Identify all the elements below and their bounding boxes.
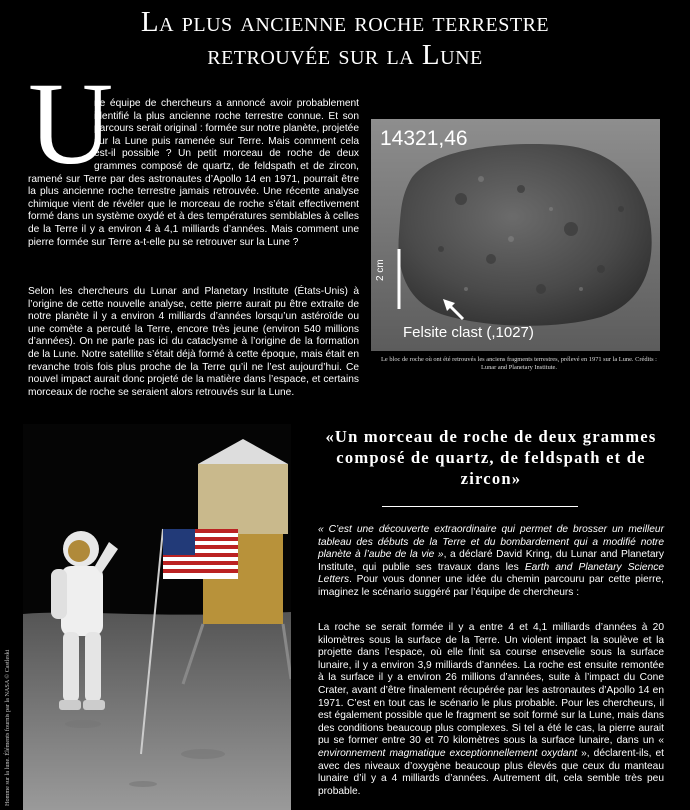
scenario-text-b: », déclarent-ils, et avec des niveaux d’oxygène beaucoup plus élevés que ceux du manteau lunaire d’il y a 4 milliards d’années. Autrement dit, cela semble très peu probable. — [318, 747, 664, 797]
rock-caption: Le bloc de roche où ont été retrouvés les anciens fragments terrestres, prélevé en 1971 sur la Lune. Crédits : Lunar and Planetary Institute. — [381, 356, 657, 371]
astronaut-illustration — [23, 424, 291, 810]
sample-id: 14321,46 — [380, 127, 468, 150]
us-flag — [163, 529, 238, 579]
title-line-2: retrouvée sur la Lune — [207, 39, 483, 71]
kring-quote: « C’est une découverte extraordinaire qui permet de brosser un meilleur tableau des débuts de la Terre et du bombardement qui a modifié notre planète à l’aube de la vie » — [318, 524, 664, 561]
rock-shape — [398, 144, 651, 326]
title-line-1: La plus ancienne roche terrestre — [140, 6, 550, 38]
intro-paragraph — [28, 98, 359, 249]
quote-end: . Pour vous donner une idée du chemin parcouru par cette pierre, imaginez le scénario suggéré par l’équipe de chercheurs : — [318, 574, 664, 598]
scenario-text-a: La roche se serait formée il y a entre 4 et 4,1 milliards d’années à 20 kilomètres sous la surface de la Terre. Un violent impact la soulève et la projette dans l’espace, où elle finit sa course ensevelie sous la surface lunaire, il y a environ 3,9 milliards d’années. La roche est ensuite remontée à la surface il y a environ 26 millions d’années, suite à l’impact du Cone Crater, avant d’être finalement récupérée par les astronautes d’Apollo 14 en 1971. C’est en tout cas le scénario le plus probable. Pour les chercheurs, il est également possible que le fragment se soit formé sur la Lune, mais dans des conditions beaucoup plus complexes. Si tel a été le cas, la pierre aurait pu se former entre 30 et 70 kilomètres sous la surface lunaire, dans un « — [318, 622, 664, 747]
scale-label: 2 cm — [375, 259, 386, 281]
pull-quote: «Un morceau de roche de deux grammes composé de quartz, de feldspath et de zircon» — [325, 427, 657, 488]
photo-credit: Homme sur la lune. Éléments fournis par la NASA © Castleski — [4, 649, 11, 806]
clast-label: Felsite clast (,1027) — [403, 324, 534, 341]
journal-name: Earth and Planetary Science Letters — [318, 561, 664, 586]
quote-attribution: , a déclaré David Kring, du Lunar and Planetary Institute, qui publie ses travaux dans les — [318, 549, 664, 573]
scenario-paragraph — [318, 622, 664, 798]
dropcap-spacer — [28, 98, 94, 168]
astronaut-photo — [23, 424, 291, 810]
rock-illustration — [371, 119, 660, 351]
drop-cap: U — [28, 58, 114, 189]
pull-quote-rule — [382, 506, 578, 507]
second-paragraph: Selon les chercheurs du Lunar and Planetary Institute (États-Unis) à l’origine de cette nouvelle analyse, cette pierre aurait pu être extraite de notre planète il y a environ 4 milliards d’années lorsqu’un astéroïde ou une comète a percuté la Terre, encore très jeune (environ 540 millions d’années). On ne parle pas ici du cataclysme à l’origine de la formation de la Lune. Notre satellite s’était déjà formé à cette époque, mais était en revanche trois fois plus proche de la Terre qu’il ne l’est aujourd’hui. Ce nouvel impact aurait donc projeté de la matière dans l’espace, et certains morceaux de roche se seraient alors retrouvés sur la Lune. — [28, 286, 359, 398]
rock-photo — [371, 119, 660, 351]
intro-text: ne équipe de chercheurs a annoncé avoir probablement identifié la plus ancienne roche terrestre connue. Et son parcours serait original : formée sur notre planète, projetée sur la Lune puis ramenée sur Terre. Mais comment cela est-il possible ? Un petit morceau de roche de deux grammes composé de quartz, de feldspath et de zircon, ramené sur Terre par des astronautes d’Apollo 14 en 1971, pourrait être la plus ancienne roche terrestre jamais retrouvée. Une récente analyse chimique vient de révéler que le morceau de roche s’était effectivement formé dans un système oxydé et à des températures semblables à celles de la Terre il y a environ 4 à 4,1 milliards d’années. Mais comment une pierre formée sur Terre a-t-elle pu se retrouver sur la Lune ? — [28, 98, 360, 248]
scenario-italic: environnement magmatique exceptionnellement oxydant — [318, 747, 578, 759]
quote-paragraph — [318, 524, 664, 600]
